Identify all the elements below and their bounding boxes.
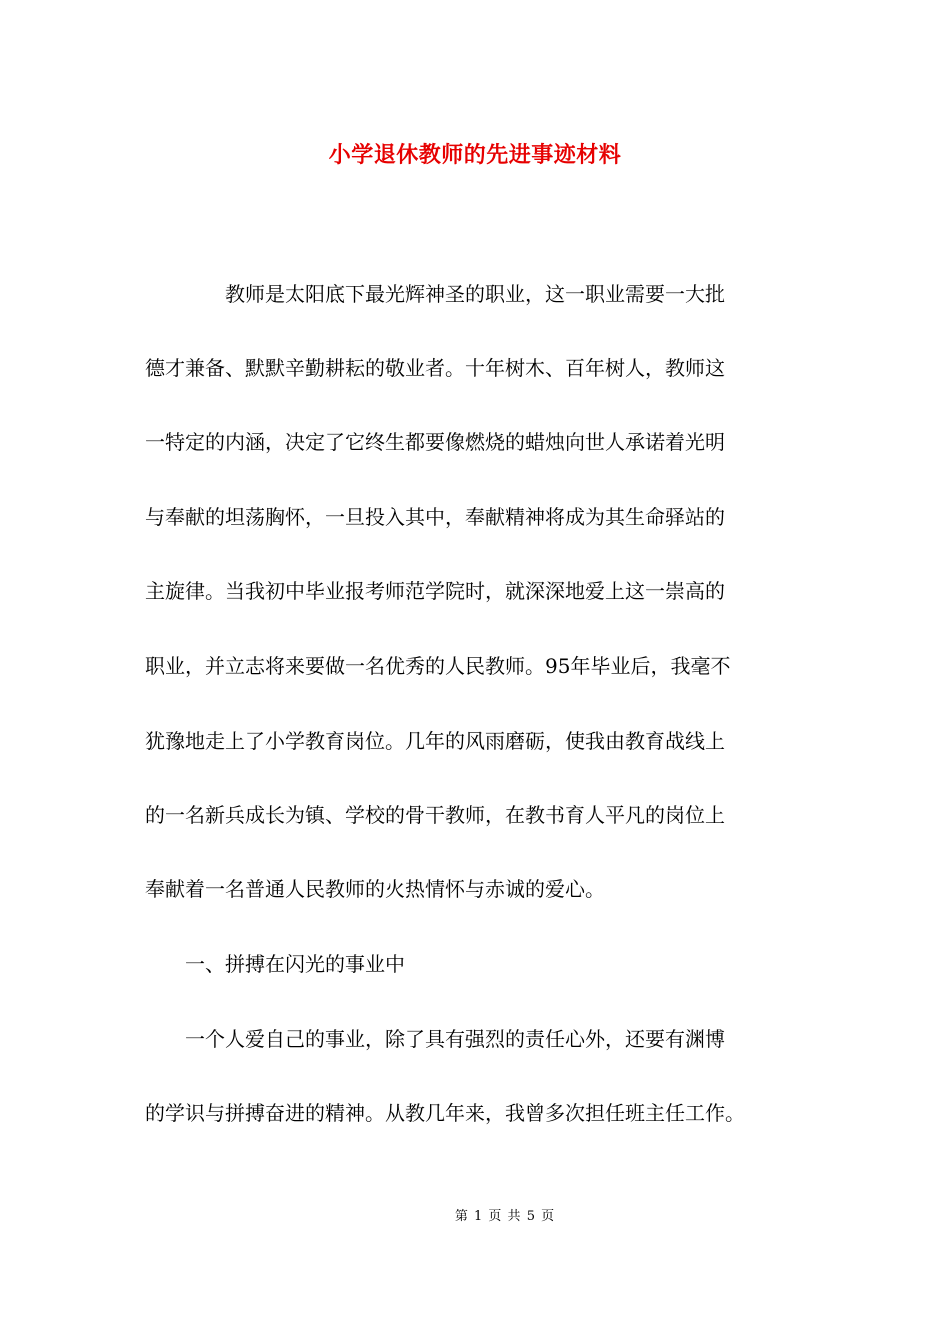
page-number: 第 1 页 共 5 页: [454, 1209, 556, 1224]
body-line: 犹豫地走上了小学教育岗位。几年的风雨磨砺，使我由教育战线上: [145, 729, 725, 753]
body-line: 一特定的内涵，决定了它终生都要像燃烧的蜡烛向世人承诺着光明: [145, 430, 725, 454]
body-line: 的一名新兵成长为镇、学校的骨干教师，在教书育人平凡的岗位上: [145, 803, 725, 827]
body-line: 主旋律。当我初中毕业报考师范学院时，就深深地爱上这一崇高的: [145, 579, 725, 603]
section-heading: 一、拼搏在闪光的事业中: [145, 952, 405, 976]
body-line: 职业，并立志将来要做一名优秀的人民教师。95年毕业后，我毫不: [145, 654, 731, 678]
body-line: 的学识与拼搏奋进的精神。从教几年来，我曾多次担任班主任工作。: [145, 1101, 745, 1125]
body-line: 教师是太阳底下最光辉神圣的职业，这一职业需要一大批: [145, 282, 725, 306]
body-line: 奉献着一名普通人民教师的火热情怀与赤诚的爱心。: [145, 877, 605, 901]
body-line: 一个人爱自己的事业，除了具有强烈的责任心外，还要有渊博: [145, 1027, 725, 1051]
document-title: 小学退休教师的先进事迹材料: [328, 142, 622, 168]
page-footer: [0, 1208, 950, 1226]
body-line: 与奉献的坦荡胸怀，一旦投入其中，奉献精神将成为其生命驿站的: [145, 505, 725, 529]
body-line: 德才兼备、默默辛勤耕耘的敬业者。十年树木、百年树人，教师这: [145, 356, 725, 380]
